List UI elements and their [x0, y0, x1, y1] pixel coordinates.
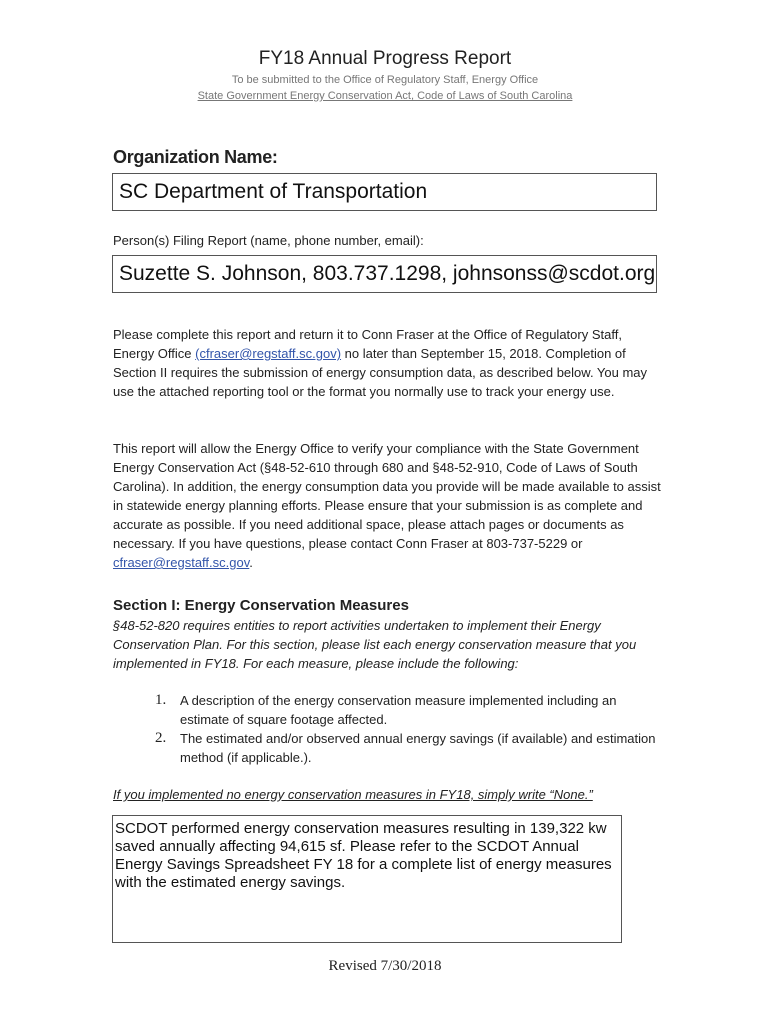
list-item-text: The estimated and/or observed annual energy savings (if available) and estimation method (if applicable.).: [180, 731, 656, 765]
report-title: FY18 Annual Progress Report: [258, 48, 512, 69]
organization-name-label: Organization Name:: [113, 147, 278, 167]
list-item-number: 2.: [155, 730, 167, 746]
email-link-1[interactable]: (cfraser@regstaff.sc.gov): [195, 346, 342, 361]
list-item-number: 1.: [155, 692, 167, 708]
email-link-2[interactable]: cfraser@regstaff.sc.gov: [113, 555, 250, 570]
list-item: [155, 691, 660, 729]
intro-p2-text-a: This report will allow the Energy Office to verify your compliance with the State Government Energy Conservation Act (§48-52-610 through 680 and §48-52-910, Code of Laws of South Carolina). In addition, the energy consumption data you provide will be made available to assist in statewide energy planning efforts. Please ensure that your submission is as complete and accurate as possible. If you need additional space, please attach pages or documents as necessary. If you have questions, please contact Conn Fraser at 803-737-5229 or: [113, 441, 661, 551]
organization-name-field[interactable]: SC Department of Transportation: [112, 173, 657, 211]
report-subtitle-act: State Government Energy Conservation Act, Code of Laws of South Carolina: [197, 90, 573, 102]
intro-paragraph-1: [113, 325, 663, 401]
report-subtitle-office: To be submitted to the Office of Regulatory Staff, Energy Office: [231, 74, 539, 86]
list-item: [155, 729, 660, 767]
conservation-measures-answer-field[interactable]: SCDOT performed energy conservation measures resulting in 139,322 kw saved annually affecting 94,615 sf. Please refer to the SCDOT Annual Energy Savings Spreadsheet FY 18 for a complete list of energy measures with the estimated energy savings.: [112, 815, 622, 943]
list-item-text: A description of the energy conservation measure implemented including an estimate of square footage affected.: [180, 693, 617, 727]
intro-paragraph-2: [113, 439, 663, 572]
filer-field[interactable]: Suzette S. Johnson, 803.737.1298, johnsonss@scdot.org: [112, 255, 657, 293]
section-1-title: Section I: Energy Conservation Measures: [113, 597, 409, 614]
filer-label: Person(s) Filing Report (name, phone number, email):: [113, 233, 424, 248]
intro-p1-text-b: no later than September 15, 2018. Completion of Section II requires the submission of energy consumption data, as described below. You may use the attached reporting tool or the format you normally use to track your energy use.: [113, 346, 648, 399]
revised-date: Revised 7/30/2018: [328, 958, 442, 974]
intro-p1-text-a: Please complete this report and return it to Conn Fraser at the Office of Regulatory Staff, Energy Office: [113, 327, 622, 361]
section-1-description: §48-52-820 requires entities to report activities undertaken to implement their Energy Conservation Plan. For this section, please list each energy conservation measure that you implemented in FY18. For each measure, please include the following:: [113, 618, 637, 671]
intro-p2-text-b: .: [249, 555, 253, 570]
measure-requirements-list: [155, 691, 660, 767]
none-instruction: If you implemented no energy conservation measures in FY18, simply write “None.”: [113, 787, 593, 802]
